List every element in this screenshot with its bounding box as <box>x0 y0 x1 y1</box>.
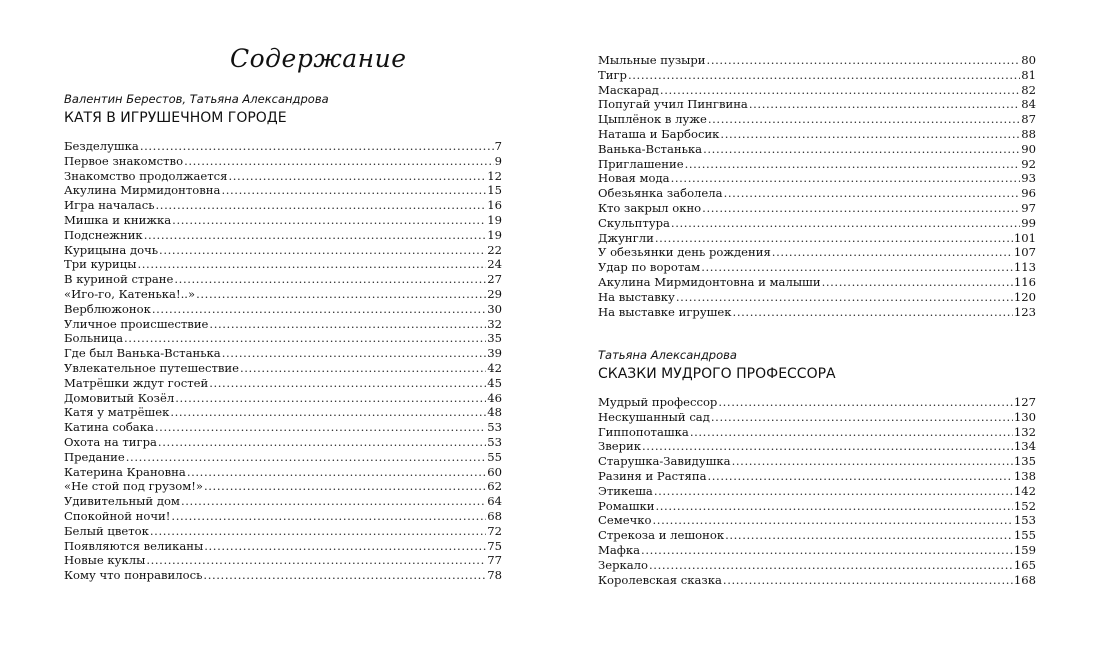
toc-entry-title: Семечко <box>598 513 652 528</box>
toc-entry-title: Акулина Мирмидонтовна и малыши <box>598 274 821 289</box>
dot-leader <box>641 543 1013 558</box>
toc-entry-title: Ванька-Встанька <box>598 141 703 156</box>
toc-entry <box>598 454 1036 469</box>
toc-entry-page-number: 60 <box>487 464 502 479</box>
toc-entry-title: Приглашение <box>598 156 684 171</box>
right-page <box>550 0 1100 663</box>
toc-entry-title: Подснежник <box>64 227 143 242</box>
toc-entry-page-number: 99 <box>1021 215 1036 230</box>
toc-entry <box>64 435 502 450</box>
toc-entry-page-number: 159 <box>1013 542 1036 557</box>
toc-entry-title: На выставке игрушек <box>598 304 732 319</box>
toc-entry-title: Мыльные пузыри <box>598 53 706 67</box>
toc-entry <box>64 509 502 524</box>
toc-entry-page-number: 27 <box>487 272 502 287</box>
toc-entry <box>598 53 1036 68</box>
toc-entry <box>64 302 502 317</box>
dot-leader <box>655 499 1012 514</box>
book2-author: Татьяна Александрова <box>598 348 737 362</box>
dot-leader <box>124 331 486 346</box>
toc-entry-page-number: 45 <box>487 375 502 390</box>
dot-leader <box>209 376 486 391</box>
toc-entry-title: Обезьянка заболела <box>598 186 723 201</box>
toc-entry-page-number: 7 <box>494 139 502 153</box>
dot-leader <box>720 127 1020 142</box>
toc-entry <box>64 154 502 169</box>
dot-leader <box>187 465 486 480</box>
toc-entry-title: «Иго-го, Катенька!..» <box>64 286 196 301</box>
toc-entry-title: Охота на тигра <box>64 434 157 449</box>
toc-entry-page-number: 53 <box>487 420 502 435</box>
toc-entry-page-number: 93 <box>1021 171 1036 186</box>
toc-entry <box>598 142 1036 157</box>
dot-leader <box>711 410 1013 425</box>
toc-entry-title: Спокойной ночи! <box>64 508 171 523</box>
dot-leader <box>724 186 1021 201</box>
toc-entry-title: Наташа и Барбосик <box>598 126 720 141</box>
toc-entry-page-number: 84 <box>1021 97 1036 112</box>
toc-entry-title: Новая мода <box>598 171 670 186</box>
toc-entry <box>64 361 502 376</box>
toc-entry-page-number: 152 <box>1013 498 1036 513</box>
book1-section <box>64 92 502 583</box>
toc-entry-title: Скульптура <box>598 215 670 230</box>
toc-entry-page-number: 75 <box>487 538 502 553</box>
toc-entry-page-number: 155 <box>1013 528 1036 543</box>
dot-leader <box>171 509 486 524</box>
toc-entry <box>598 573 1036 588</box>
dot-leader <box>174 272 486 287</box>
dot-leader <box>156 198 487 213</box>
toc-entry-page-number: 42 <box>487 360 502 375</box>
toc-entry-page-number: 138 <box>1013 468 1036 483</box>
dot-leader <box>184 154 494 169</box>
toc-entry <box>598 439 1036 454</box>
toc-entry-title: На выставку <box>598 289 675 304</box>
toc-entry-page-number: 15 <box>487 183 502 198</box>
toc-entry-title: Уличное происшествие <box>64 316 209 331</box>
toc-entry <box>598 97 1036 112</box>
toc-entry-title: Появляются великаны <box>64 538 204 553</box>
dot-leader <box>196 287 486 302</box>
toc-entry <box>598 425 1036 440</box>
toc-entry-title: Кому что понравилось <box>64 568 203 583</box>
dot-leader <box>702 201 1020 216</box>
toc-entry <box>598 186 1036 201</box>
toc-entry <box>598 469 1036 484</box>
toc-entry <box>64 169 502 184</box>
toc-entry <box>64 450 502 465</box>
toc-entry <box>64 539 502 554</box>
toc-entry <box>64 228 502 243</box>
toc-entry-page-number: 9 <box>494 153 502 168</box>
toc-entry-page-number: 168 <box>1013 572 1036 587</box>
book1-continued-toc-list <box>598 53 1036 319</box>
toc-entry-title: Зеркало <box>598 557 649 572</box>
dot-leader <box>146 553 486 568</box>
toc-entry <box>64 346 502 361</box>
toc-entry <box>598 127 1036 142</box>
toc-entry <box>598 216 1036 231</box>
toc-entry-title: Новые куклы <box>64 553 146 568</box>
toc-entry-page-number: 120 <box>1013 289 1036 304</box>
toc-entry <box>598 290 1036 305</box>
toc-entry <box>64 568 502 583</box>
dot-leader <box>642 439 1013 454</box>
dot-leader <box>222 346 487 361</box>
toc-entry <box>598 528 1036 543</box>
toc-entry-page-number: 19 <box>487 212 502 227</box>
toc-entry-page-number: 80 <box>1021 53 1036 67</box>
dot-leader <box>209 317 486 332</box>
toc-entry-title: В куриной стране <box>64 272 174 287</box>
toc-entry-title: Катя у матрёшек <box>64 405 170 420</box>
toc-entry-page-number: 87 <box>1021 112 1036 127</box>
dot-leader <box>723 573 1013 588</box>
toc-entry <box>64 317 502 332</box>
toc-entry-page-number: 81 <box>1021 67 1036 82</box>
toc-entry-title: Старушка-Завидушка <box>598 454 731 469</box>
toc-entry <box>598 513 1036 528</box>
dot-leader <box>707 53 1021 68</box>
dot-leader <box>685 157 1021 172</box>
toc-entry-title: Увлекательное путешествие <box>64 360 239 375</box>
dot-leader <box>172 213 486 228</box>
toc-entry-page-number: 97 <box>1021 200 1036 215</box>
toc-entry <box>64 494 502 509</box>
toc-entry-title: Ромашки <box>598 498 655 513</box>
toc-entry-title: Матрёшки ждут гостей <box>64 375 209 390</box>
toc-entry-page-number: 16 <box>487 198 502 213</box>
toc-entry-page-number: 55 <box>487 449 502 464</box>
toc-entry-title: Джунгли <box>598 230 654 245</box>
dot-leader <box>126 450 486 465</box>
toc-entry-page-number: 135 <box>1013 454 1036 469</box>
toc-entry-page-number: 78 <box>487 568 502 583</box>
toc-entry-page-number: 101 <box>1013 230 1036 245</box>
toc-entry-page-number: 165 <box>1013 557 1036 572</box>
dot-leader <box>707 469 1012 484</box>
toc-entry-title: Верблюжонок <box>64 301 151 316</box>
toc-entry-page-number: 68 <box>487 508 502 523</box>
toc-entry-page-number: 82 <box>1021 82 1036 97</box>
toc-entry <box>598 395 1036 410</box>
dot-leader <box>725 528 1013 543</box>
toc-entry-page-number: 90 <box>1021 141 1036 156</box>
toc-entry-title: Игра началась <box>64 198 155 213</box>
toc-entry-page-number: 19 <box>487 227 502 242</box>
toc-entry-page-number: 24 <box>487 257 502 272</box>
dot-leader <box>159 243 486 258</box>
book2-toc-list <box>598 395 1036 587</box>
book1-title: КАТЯ В ИГРУШЕЧНОМ ГОРОДЕ <box>64 110 287 126</box>
book1-toc-list <box>64 139 502 583</box>
toc-entry-title: Нескушанный сад <box>598 409 710 424</box>
dot-leader <box>240 361 486 376</box>
toc-entry <box>598 410 1036 425</box>
dot-leader <box>140 139 494 154</box>
toc-entry-title: Где был Ванька-Встанька <box>64 346 221 361</box>
dot-leader <box>649 558 1013 573</box>
dot-leader <box>690 425 1013 440</box>
toc-entry-title: Катина собака <box>64 420 154 435</box>
toc-entry-title: Удивительный дом <box>64 494 180 509</box>
toc-entry <box>598 231 1036 246</box>
toc-entry-page-number: 64 <box>487 494 502 509</box>
toc-entry-page-number: 153 <box>1013 513 1036 528</box>
dot-leader <box>822 275 1013 290</box>
toc-entry <box>598 112 1036 127</box>
toc-entry-title: «Не стой под грузом!» <box>64 479 203 494</box>
toc-entry <box>64 524 502 539</box>
toc-entry <box>64 213 502 228</box>
toc-entry <box>64 553 502 568</box>
dot-leader <box>144 228 487 243</box>
toc-entry-page-number: 123 <box>1013 304 1036 319</box>
toc-entry-page-number: 30 <box>487 301 502 316</box>
toc-entry <box>598 157 1036 172</box>
dot-leader <box>718 395 1013 410</box>
dot-leader <box>204 479 486 494</box>
dot-leader <box>228 169 486 184</box>
toc-entry <box>64 272 502 287</box>
toc-entry-page-number: 142 <box>1013 483 1036 498</box>
toc-entry <box>598 201 1036 216</box>
dot-leader <box>772 245 1013 260</box>
toc-entry-page-number: 39 <box>487 346 502 361</box>
toc-entry-title: Этикеша <box>598 483 653 498</box>
dot-leader <box>204 539 486 554</box>
dot-leader <box>170 405 486 420</box>
toc-entry-title: Кто закрыл окно <box>598 200 702 215</box>
toc-entry-page-number: 92 <box>1021 156 1036 171</box>
toc-entry-title: Курицына дочь <box>64 242 159 257</box>
toc-entry <box>598 305 1036 320</box>
dot-leader <box>152 302 486 317</box>
dot-leader <box>671 216 1020 231</box>
toc-entry-page-number: 48 <box>487 405 502 420</box>
toc-entry-page-number: 134 <box>1013 439 1036 454</box>
toc-entry-title: Акулина Мирмидонтовна <box>64 183 221 198</box>
dot-leader <box>158 435 486 450</box>
toc-entry-page-number: 35 <box>487 331 502 346</box>
toc-entry <box>64 139 502 154</box>
toc-entry-title: Тигр <box>598 67 627 82</box>
toc-entry-page-number: 72 <box>487 523 502 538</box>
toc-entry <box>64 391 502 406</box>
book1-continued-section <box>598 53 1036 319</box>
toc-entry <box>598 83 1036 98</box>
dot-leader <box>653 513 1013 528</box>
toc-entry <box>64 331 502 346</box>
toc-entry-title: Попугай учил Пингвина <box>598 97 748 112</box>
toc-entry-title: Цыплёнок в луже <box>598 112 707 127</box>
toc-entry-title: Больница <box>64 331 123 346</box>
toc-entry-title: Мишка и книжка <box>64 212 172 227</box>
toc-entry <box>64 405 502 420</box>
dot-leader <box>654 484 1013 499</box>
toc-entry-page-number: 77 <box>487 553 502 568</box>
toc-entry-page-number: 127 <box>1013 395 1036 409</box>
dot-leader <box>660 83 1020 98</box>
toc-entry <box>64 376 502 391</box>
toc-entry-page-number: 22 <box>487 242 502 257</box>
dot-leader <box>155 420 486 435</box>
toc-entry <box>64 420 502 435</box>
toc-entry-title: Королевская сказка <box>598 572 722 587</box>
toc-entry-title: Маскарад <box>598 82 659 97</box>
toc-entry-title: Три курицы <box>64 257 137 272</box>
toc-entry-page-number: 107 <box>1013 245 1036 260</box>
toc-entry-page-number: 62 <box>487 479 502 494</box>
toc-entry <box>64 257 502 272</box>
dot-leader <box>703 142 1020 157</box>
toc-entry-title: Мафка <box>598 542 641 557</box>
toc-entry-page-number: 53 <box>487 434 502 449</box>
dot-leader <box>749 97 1020 112</box>
toc-entry-title: Удар по воротам <box>598 260 701 275</box>
dot-leader <box>708 112 1020 127</box>
toc-entry-title: У обезьянки день рождения <box>598 245 771 260</box>
dot-leader <box>181 494 486 509</box>
dot-leader <box>175 391 486 406</box>
toc-entry-page-number: 96 <box>1021 186 1036 201</box>
dot-leader <box>628 68 1020 83</box>
toc-entry <box>64 198 502 213</box>
toc-entry <box>64 465 502 480</box>
toc-entry <box>598 245 1036 260</box>
toc-entry-title: Стрекоза и лешонок <box>598 528 725 543</box>
toc-entry-title: Мудрый профессор <box>598 395 718 409</box>
toc-entry-title: Домовитый Козёл <box>64 390 175 405</box>
toc-entry-page-number: 116 <box>1013 274 1036 289</box>
toc-entry-page-number: 130 <box>1013 409 1036 424</box>
dot-leader <box>203 568 486 583</box>
book2-section <box>598 348 1036 587</box>
toc-entry-title: Предание <box>64 449 125 464</box>
toc-entry-title: Разиня и Растяпа <box>598 468 707 483</box>
book2-title: СКАЗКИ МУДРОГО ПРОФЕССОРА <box>598 366 836 382</box>
toc-entry-page-number: 88 <box>1021 126 1036 141</box>
toc-entry <box>64 287 502 302</box>
dot-leader <box>732 454 1013 469</box>
book1-author: Валентин Берестов, Татьяна Александрова <box>64 92 329 106</box>
toc-entry-title: Первое знакомство <box>64 153 184 168</box>
toc-entry <box>64 243 502 258</box>
toc-entry-title: Безделушка <box>64 139 139 153</box>
toc-entry <box>598 275 1036 290</box>
toc-entry <box>598 484 1036 499</box>
dot-leader <box>701 260 1013 275</box>
toc-entry-page-number: 132 <box>1013 424 1036 439</box>
toc-entry-title: Катерина Крановна <box>64 464 186 479</box>
dot-leader <box>655 231 1013 246</box>
toc-entry <box>598 558 1036 573</box>
page-title: Содержание <box>230 44 407 73</box>
dot-leader <box>676 290 1013 305</box>
toc-entry <box>598 260 1036 275</box>
toc-entry-page-number: 29 <box>487 286 502 301</box>
toc-entry <box>64 183 502 198</box>
dot-leader <box>137 257 486 272</box>
toc-entry-title: Гиппопоташка <box>598 424 689 439</box>
toc-entry <box>64 479 502 494</box>
toc-entry <box>598 171 1036 186</box>
toc-entry-page-number: 12 <box>487 168 502 183</box>
dot-leader <box>671 171 1021 186</box>
dot-leader <box>733 305 1013 320</box>
toc-entry-title: Белый цветок <box>64 523 149 538</box>
toc-entry-page-number: 113 <box>1013 260 1036 275</box>
dot-leader <box>221 183 486 198</box>
toc-entry-page-number: 32 <box>487 316 502 331</box>
toc-entry <box>598 68 1036 83</box>
dot-leader <box>150 524 486 539</box>
toc-entry <box>598 499 1036 514</box>
toc-entry-title: Знакомство продолжается <box>64 168 228 183</box>
toc-entry <box>598 543 1036 558</box>
toc-entry-title: Зверик <box>598 439 642 454</box>
toc-entry-page-number: 46 <box>487 390 502 405</box>
